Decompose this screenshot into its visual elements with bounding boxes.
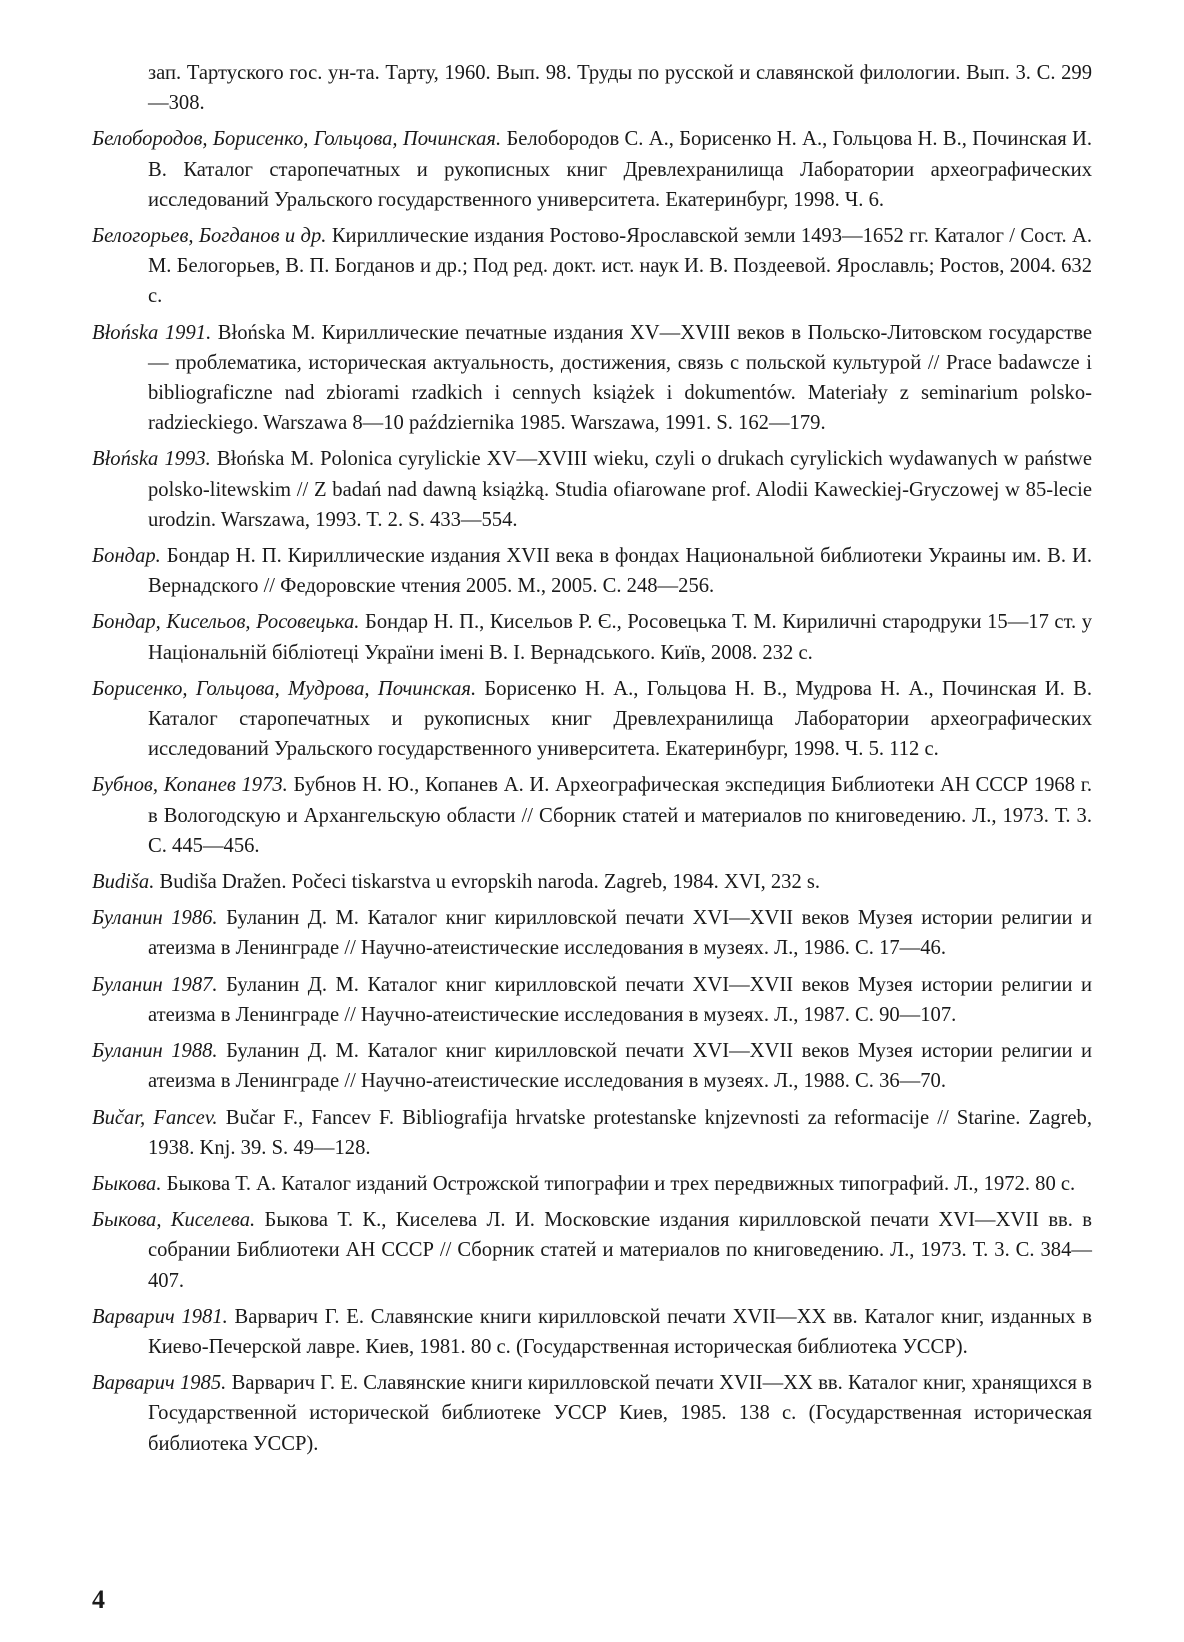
entry-abbreviation: Варварич 1981. [92, 1305, 228, 1328]
bibliography-entry [92, 444, 1092, 535]
entry-text: Бубнов Н. Ю., Копанев А. И. Археографическая экспедиция Библиотеки АН СССР 1968 г. в Вологодскую и Архангельскую области // Сборник статей и материалов по книговедению. Л., 1973. Т. 3. С. 445—456. [148, 774, 1092, 857]
entry-text: Варварич Г. Е. Славянские книги кирилловской печати XVII—XX вв. Каталог книг, хранящихся в Государственной исторической библиотеке УССР Киев, 1985. 138 с. (Государственная историческая библиотека УССР). [148, 1372, 1092, 1455]
bibliography-list [92, 58, 1092, 1465]
entry-abbreviation: Błońska 1993. [92, 448, 211, 471]
entry-abbreviation: Варварич 1985. [92, 1372, 227, 1395]
bibliography-entry [92, 674, 1092, 765]
entry-abbreviation: Budiša. [92, 871, 155, 894]
entry-abbreviation: Bučar, Fancev. [92, 1106, 218, 1129]
entry-text: Бондар Н. П. Кириллические издания XVII века в фондах Национальной библиотеки Украины им. В. И. Вернадского // Федоровские чтения 2005. М., 2005. С. 248—256. [148, 545, 1092, 598]
entry-text: Błońska M. Polonica cyrylickie XV—XVIII wieku, czyli o drukach cyrylickich wydawanych w państwe polsko-litewskim // Z badań nad dawną książką. Studia ofiarowane prof. Alodii Kaweckiej-Gryczowej w 85-lecie urodzin. Warszawa, 1993. T. 2. S. 433—554. [148, 448, 1092, 531]
entry-abbreviation: Буланин 1986. [92, 907, 218, 930]
entry-text: Буланин Д. М. Каталог книг кирилловской печати XVI—XVII веков Музея истории религии и атеизма в Ленинграде // Научно-атеистические исследования в музеях. Л., 1988. С. 36—70. [148, 1040, 1093, 1093]
entry-abbreviation: Белобородов, Борисенко, Гольцова, Починская. [92, 128, 502, 151]
entry-abbreviation: Бубнов, Копанев 1973. [92, 774, 288, 797]
entry-text: Быкова Т. К., Киселева Л. И. Московские издания кирилловской печати XVI—XVII вв. в собрании Библиотеки АН СССР // Сборник статей и материалов по книговедению. Л., 1973. Т. 3. С. 384—407. [148, 1209, 1092, 1292]
bibliography-entry [92, 1302, 1092, 1362]
entry-abbreviation: Быкова, Киселева. [92, 1209, 256, 1232]
bibliography-entry [92, 1103, 1092, 1163]
entry-text: Кириллические издания Ростово-Ярославской земли 1493—1652 гг. Каталог / Сост. А. М. Белогорьев, В. П. Богданов и др.; Под ред. докт. ист. наук И. В. Поздеевой. Ярославль; Ростов, 2004. 632 с. [148, 225, 1093, 308]
bibliography-entry [92, 1036, 1092, 1096]
page-number: 4 [92, 1585, 105, 1614]
entry-abbreviation: Быкова. [92, 1172, 162, 1195]
bibliography-entries [92, 124, 1092, 1458]
entry-text: Буланин Д. М. Каталог книг кирилловской печати XVI—XVII веков Музея истории религии и атеизма в Ленинграде // Научно-атеистические исследования в музеях. Л., 1986. С. 17—46. [148, 907, 1093, 960]
entry-abbreviation: Бондар. [92, 545, 161, 568]
bibliography-entry [92, 770, 1092, 861]
bibliography-entry [92, 867, 1092, 897]
bibliography-entry [92, 221, 1092, 312]
entry-text: Борисенко Н. А., Гольцова Н. В., Мудрова Н. А., Починская И. В. Каталог старопечатных и рукописных книг Древлехранилища Лаборатории археографических исследований Уральского государственного университета. Екатеринбург, 1998. Ч. 5. 112 с. [148, 677, 1092, 761]
entry-text: Бондар Н. П., Кисельов Р. Є., Росовецька Т. М. Кириличні стародруки 15—17 ст. у Національній бібліотеці України імені В. І. Вернадського. Київ, 2008. 232 с. [148, 611, 1092, 664]
bibliography-entry [92, 1169, 1092, 1199]
entry-text: Bučar F., Fancev F. Bibliografija hrvatske protestanske knjzevnosti za reformacije // Starine. Zagreb, 1938. Knj. 39. S. 49—128. [148, 1106, 1093, 1159]
bibliography-entry [92, 970, 1092, 1030]
bibliography-entry-continuation: зап. Тартуского гос. ун-та. Тарту, 1960. Вып. 98. Труды по русской и славянской филологии. Вып. 3. С. 299—308. [148, 62, 1092, 115]
bibliography-entry [92, 1368, 1092, 1459]
entry-text: Варварич Г. Е. Славянские книги кирилловской печати XVII—XX вв. Каталог книг, изданных в Киево-Печерской лавре. Киев, 1981. 80 с. (Государственная историческая библиотека УССР). [148, 1305, 1092, 1358]
entry-text: Błońska M. Кириллические печатные издания XV—XVIII веков в Польско-Литовском государстве — проблематика, историческая актуальность, достижения, связь с польской культурой // Prace badawcze i bibliograficzne nad zbiorami rzadkich i cennych książek i dokumentów. Materiały z seminarium polsko-radzieckiego. Warszawa 8—10 października 1985. Warszawa, 1991. S. 162—179. [148, 321, 1092, 435]
bibliography-entry [92, 607, 1092, 667]
entry-abbreviation: Борисенко, Гольцова, Мудрова, Починская. [92, 677, 477, 700]
entry-abbreviation: Буланин 1988. [92, 1040, 218, 1063]
entry-text: Быкова Т. А. Каталог изданий Острожской типографии и трех передвижных типографий. Л., 1972. 80 с. [166, 1172, 1076, 1195]
entry-abbreviation: Бондар, Кисельов, Росовецька. [92, 611, 360, 634]
bibliography-entry [92, 1205, 1092, 1296]
bibliography-entry [92, 541, 1092, 601]
entry-text: Буланин Д. М. Каталог книг кирилловской печати XVI—XVII веков Музея истории религии и атеизма в Ленинграде // Научно-атеистические исследования в музеях. Л., 1987. С. 90—107. [148, 973, 1093, 1026]
entry-abbreviation: Белогорьев, Богданов и др. [92, 225, 327, 248]
entry-abbreviation: Błońska 1991. [92, 321, 212, 344]
entry-abbreviation: Буланин 1987. [92, 973, 218, 996]
bibliography-entry [92, 318, 1092, 439]
entry-text: Белобородов С. А., Борисенко Н. А., Гольцова Н. В., Починская И. В. Каталог старопечатных и рукописных книг Древлехранилища Лаборатории археографических исследований Уральского государственного университета. Екатеринбург, 1998. Ч. 6. [148, 128, 1092, 211]
entry-text: Budiša Dražen. Počeci tiskarstva u evropskih naroda. Zagreb, 1984. XVI, 232 s. [159, 871, 821, 894]
bibliography-entry [92, 903, 1092, 963]
bibliography-entry [92, 124, 1092, 215]
